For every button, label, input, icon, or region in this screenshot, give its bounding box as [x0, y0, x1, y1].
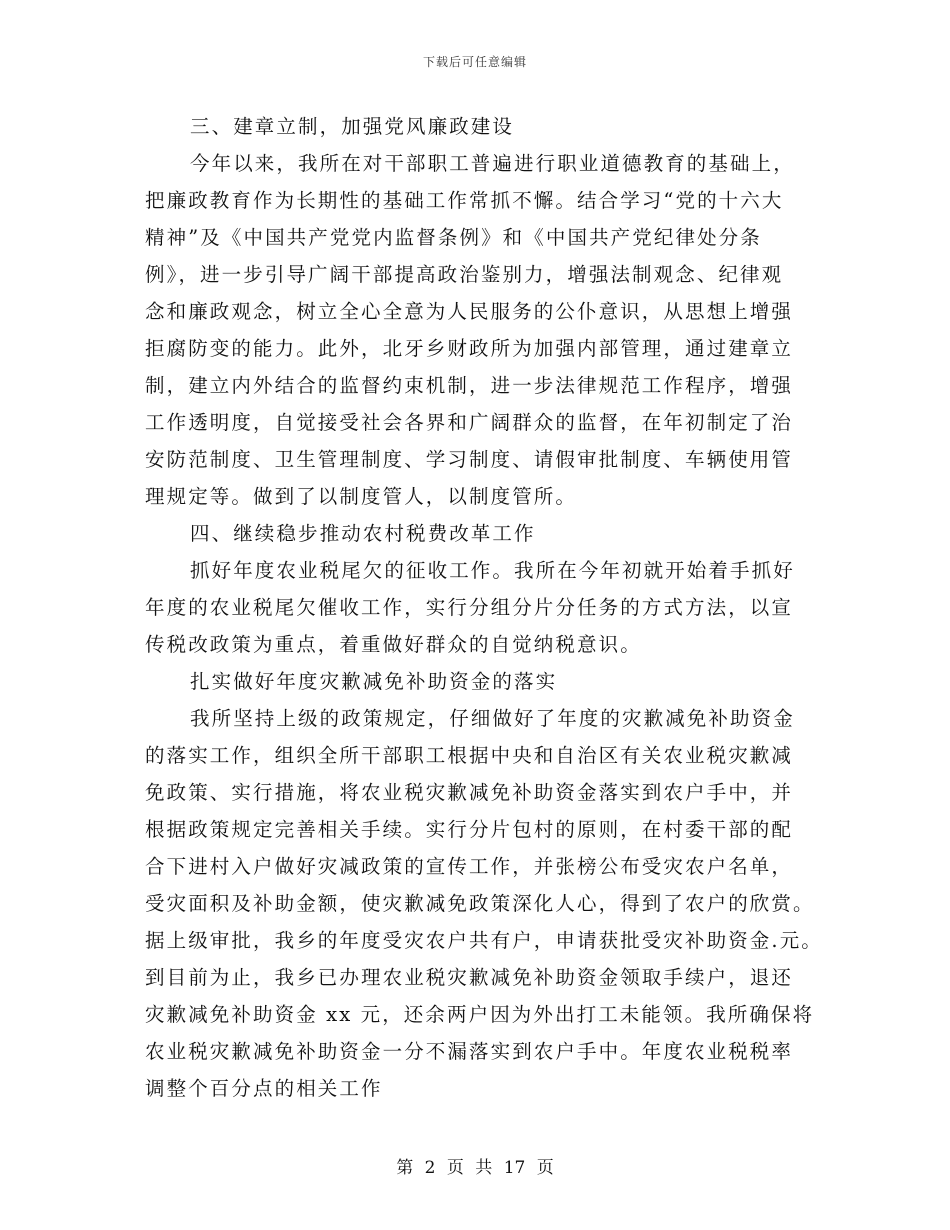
- paragraph-line: 理规定等。做到了以制度管人，以制度管所。: [145, 485, 578, 508]
- paragraph-line: 受灾面积及补助金额，使灾歉减免政策深化人心，得到了农户的欣赏。: [145, 892, 815, 915]
- paragraph-line: 今年以来，我所在对干部职工普遍进行职业道德教育的基础上，: [190, 152, 795, 175]
- section-heading-3: 三、建章立制，加强党风廉政建设: [190, 115, 515, 138]
- paragraph-line: 抓好年度农业税尾欠的征收工作。我所在今年初就开始着手抓好: [190, 559, 795, 582]
- paragraph-line: 我所坚持上级的政策规定，仔细做好了年度的灾歉减免补助资金: [190, 707, 795, 730]
- subheading: 扎实做好年度灾歉减免补助资金的落实: [190, 670, 558, 693]
- paragraph-line: 念和廉政观念，树立全心全意为人民服务的公仆意识，从思想上增强: [145, 300, 794, 323]
- paragraph-line: 把廉政教育作为长期性的基础工作常抓不懈。结合学习“党的十六大: [145, 189, 784, 212]
- paragraph-line: 到目前为止，我乡已办理农业税灾歉减免补助资金领取手续户，退还: [145, 966, 794, 989]
- paragraph-line: 灾歉减免补助资金 xx 元，还余两户因为外出打工未能领。我所确保将: [145, 1003, 815, 1026]
- paragraph-line: 调整个百分点的相关工作: [145, 1077, 383, 1100]
- paragraph-line: 农业税灾歉减免补助资金一分不漏落实到农户手中。年度农业税税率: [145, 1040, 794, 1063]
- section-heading-4: 四、继续稳步推动农村税费改革工作: [190, 522, 536, 545]
- paragraph-line: 根据政策规定完善相关手续。实行分片包村的原则，在村委干部的配: [145, 818, 794, 841]
- paragraph-line: 工作透明度，自觉接受社会各界和广阔群众的监督，在年初制定了治: [145, 411, 794, 434]
- paragraph-line: 传税改政策为重点，着重做好群众的自觉纳税意识。: [145, 633, 642, 656]
- paragraph-line: 合下进村入户做好灾减政策的宣传工作，并张榜公布受灾农户名单，: [145, 855, 794, 878]
- paragraph-line: 拒腐防变的能力。此外，北牙乡财政所为加强内部管理，通过建章立: [145, 337, 794, 360]
- paragraph-line: 免政策、实行措施，将农业税灾歉减免补助资金落实到农户手中，并: [145, 781, 794, 804]
- page-header: 下载后可任意编辑: [422, 55, 527, 69]
- page-footer: 第 2 页 共 17 页: [396, 1158, 554, 1178]
- paragraph-line: 精神”及《中国共产党党内监督条例》和《中国共产党纪律处分条: [145, 226, 762, 249]
- paragraph-line: 制，建立内外结合的监督约束机制，进一步法律规范工作程序，增强: [145, 374, 794, 397]
- paragraph-line: 例》，进一步引导广阔干部提高政治鉴别力，增强法制观念、纪律观: [145, 263, 784, 286]
- paragraph-line: 的落实工作，组织全所干部职工根据中央和自治区有关农业税灾歉减: [145, 744, 794, 767]
- paragraph-line: 据上级审批，我乡的年度受灾农户共有户，申请获批受灾补助资金.元。: [145, 929, 823, 952]
- paragraph-line: 安防范制度、卫生管理制度、学习制度、请假审批制度、车辆使用管: [145, 448, 794, 471]
- paragraph-line: 年度的农业税尾欠催收工作，实行分组分片分任务的方式方法，以宣: [145, 596, 794, 619]
